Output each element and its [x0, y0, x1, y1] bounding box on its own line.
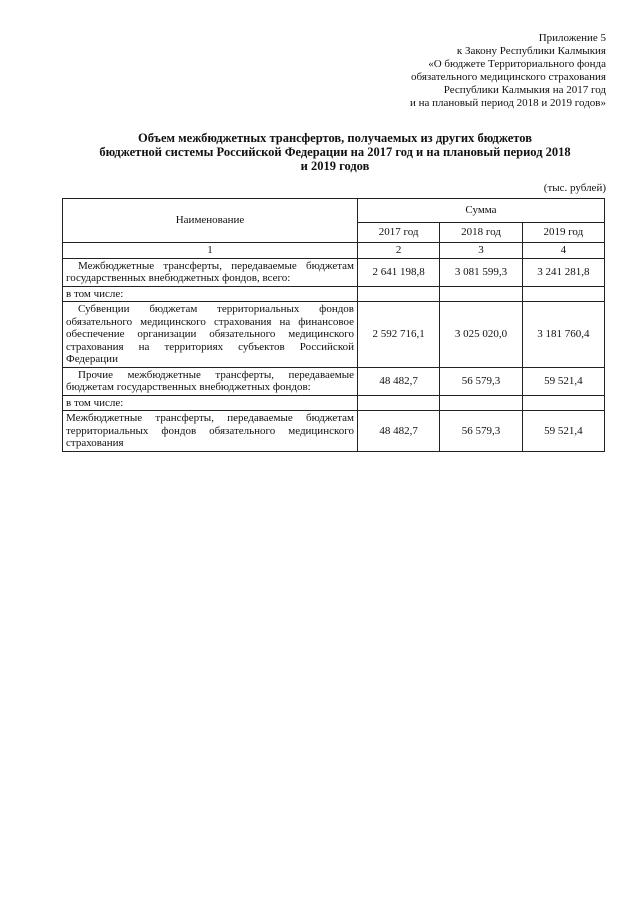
empty-cell	[522, 286, 604, 302]
empty-cell	[440, 286, 522, 302]
value-2017: 48 482,7	[358, 367, 440, 395]
value-2019: 59 521,4	[522, 367, 604, 395]
header-year-2017: 2017 год	[358, 223, 440, 243]
table-row-note	[63, 286, 605, 302]
units-label: (тыс. рублей)	[543, 182, 606, 194]
value-2019: 59 521,4	[522, 411, 604, 452]
value-2017: 2 592 716,1	[358, 302, 440, 368]
table-row-note	[63, 395, 605, 411]
appendix-line: Республики Калмыкия на 2017 год	[443, 84, 606, 96]
row-note: в том числе:	[63, 395, 358, 411]
header-year-2019: 2019 год	[522, 223, 604, 243]
column-number: 2	[358, 243, 440, 259]
header-name: Наименование	[63, 199, 358, 243]
title-line: бюджетной системы Российской Федерации на 2017 год и на плановый период 2018	[99, 145, 571, 159]
value-2018: 56 579,3	[440, 411, 522, 452]
title-line: и 2019 годов	[300, 159, 370, 173]
table-row	[63, 367, 605, 395]
row-name: Субвенции бюджетам территориальных фондов обязательного медицинского страхования на финансовое обеспечение организации обязательного медицинского страхования на территориях субъектов Российской Федерации	[63, 302, 358, 368]
value-2019: 3 181 760,4	[522, 302, 604, 368]
value-2017: 2 641 198,8	[358, 258, 440, 286]
appendix-header	[410, 32, 606, 110]
empty-cell	[522, 395, 604, 411]
value-2017: 48 482,7	[358, 411, 440, 452]
row-name: Межбюджетные трансферты, передаваемые бюджетам территориальных фондов обязательного медицинского страхования	[63, 411, 358, 452]
table-header-row	[63, 199, 605, 223]
column-number: 1	[63, 243, 358, 259]
table-row	[63, 302, 605, 368]
table-row	[63, 411, 605, 452]
transfers-table	[62, 198, 605, 452]
value-2019: 3 241 281,8	[522, 258, 604, 286]
appendix-line: Приложение 5	[538, 32, 606, 44]
empty-cell	[358, 286, 440, 302]
value-2018: 3 025 020,0	[440, 302, 522, 368]
empty-cell	[440, 395, 522, 411]
appendix-line: и на плановый период 2018 и 2019 годов»	[409, 97, 606, 109]
document-title	[62, 131, 608, 173]
column-number: 3	[440, 243, 522, 259]
column-number: 4	[522, 243, 604, 259]
row-note: в том числе:	[63, 286, 358, 302]
title-line: Объем межбюджетных трансфертов, получаемых из других бюджетов	[138, 131, 532, 145]
value-2018: 56 579,3	[440, 367, 522, 395]
header-year-2018: 2018 год	[440, 223, 522, 243]
empty-cell	[358, 395, 440, 411]
appendix-line: к Закону Республики Калмыкия	[456, 45, 606, 57]
header-sum: Сумма	[358, 199, 605, 223]
value-2018: 3 081 599,3	[440, 258, 522, 286]
appendix-line: обязательного медицинского страхования	[411, 71, 606, 83]
column-numbers-row	[63, 243, 605, 259]
table-row	[63, 258, 605, 286]
appendix-line: «О бюджете Территориального фонда	[428, 58, 606, 70]
row-name: Прочие межбюджетные трансферты, передаваемые бюджетам государственных внебюджетных фондов:	[63, 367, 358, 395]
row-name: Межбюджетные трансферты, передаваемые бюджетам государственных внебюджетных фондов, всего:	[63, 258, 358, 286]
